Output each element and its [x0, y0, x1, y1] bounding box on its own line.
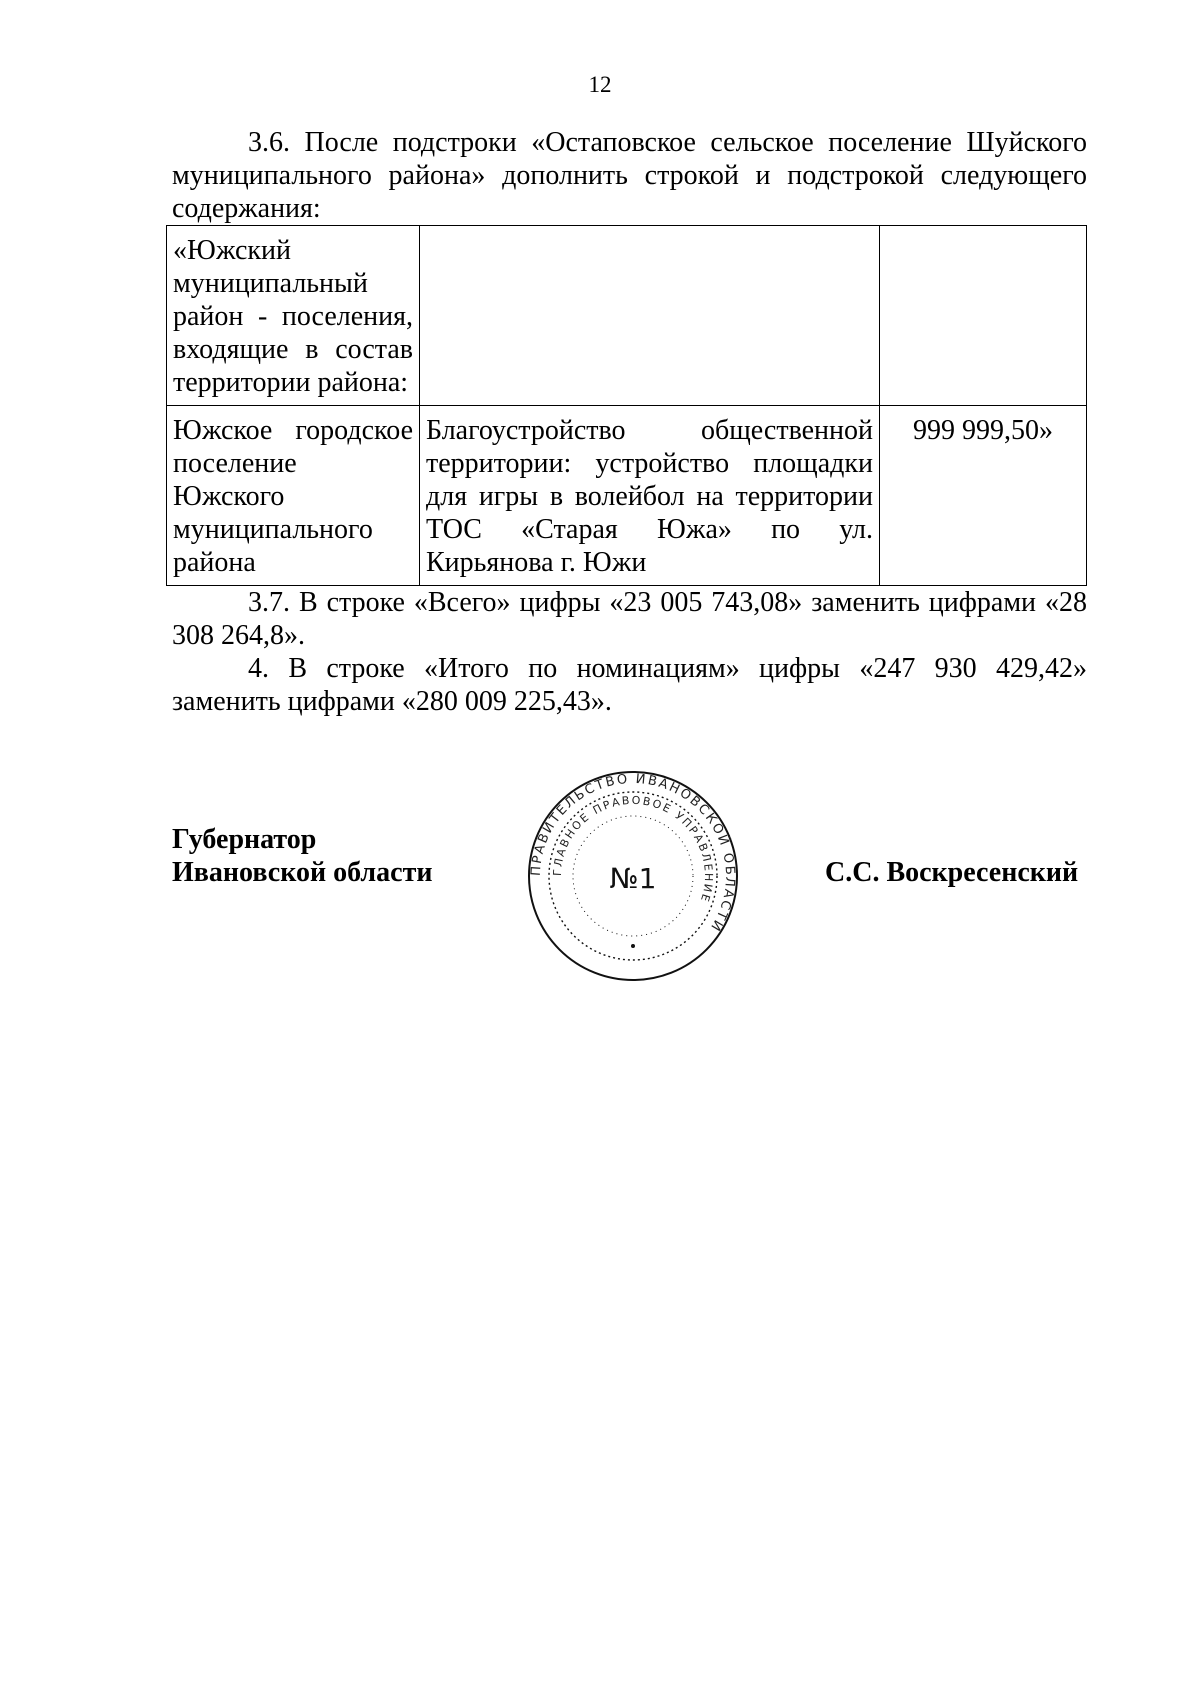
table-row: [167, 226, 1087, 406]
table-cell-project: Благоустройство общественной территории: устройство площадки для игры в волейбол на территории ТОС «Старая Южа» по ул. Кирьянова г. Южи: [420, 406, 880, 586]
table-cell-empty: [880, 226, 1087, 406]
paragraph-3-7: 3.7. В строке «Всего» цифры «23 005 743,08» заменить цифрами «28 308 264,8».: [172, 587, 1087, 651]
signatory-title: [172, 823, 432, 889]
stamp-number: №1: [609, 862, 657, 895]
table-cell-settlement: Южское городское поселение Южского муниципального района: [167, 406, 420, 586]
table-cell-empty: [420, 226, 880, 406]
stamp-inner-text: ГЛАВНОЕ ПРАВОВОЕ УПРАВЛЕНИЕ: [550, 793, 716, 905]
official-stamp: [525, 768, 741, 984]
table-cell-amount: 999 999,50»: [880, 406, 1087, 586]
stamp-dot: [631, 944, 635, 948]
page-number: 12: [588, 72, 612, 97]
paragraph-4: 4. В строке «Итого по номинациям» цифры «247 930 429,42» заменить цифрами «280 009 225,43».: [172, 653, 1087, 717]
document-body: [172, 126, 1087, 718]
amendment-table: [166, 225, 1087, 586]
signatory-name: С.С. Воскресенский: [825, 857, 1079, 888]
signatory-title-line2: Ивановской области: [172, 857, 433, 888]
table-cell-district: «Южский муниципальный район - поселения, входящие в состав территории района:: [167, 226, 420, 406]
table-row: [167, 406, 1087, 586]
stamp-outer-text: ПРАВИТЕЛЬСТВО ИВАНОВСКОЙ ОБЛАСТИ: [528, 771, 738, 935]
paragraph-3-6: 3.6. После подстроки «Остаповское сельское поселение Шуйского муниципального района» дополнить строкой и подстрокой следующего содержания:: [172, 127, 1087, 224]
signatory-title-line1: Губернатор: [172, 824, 317, 855]
